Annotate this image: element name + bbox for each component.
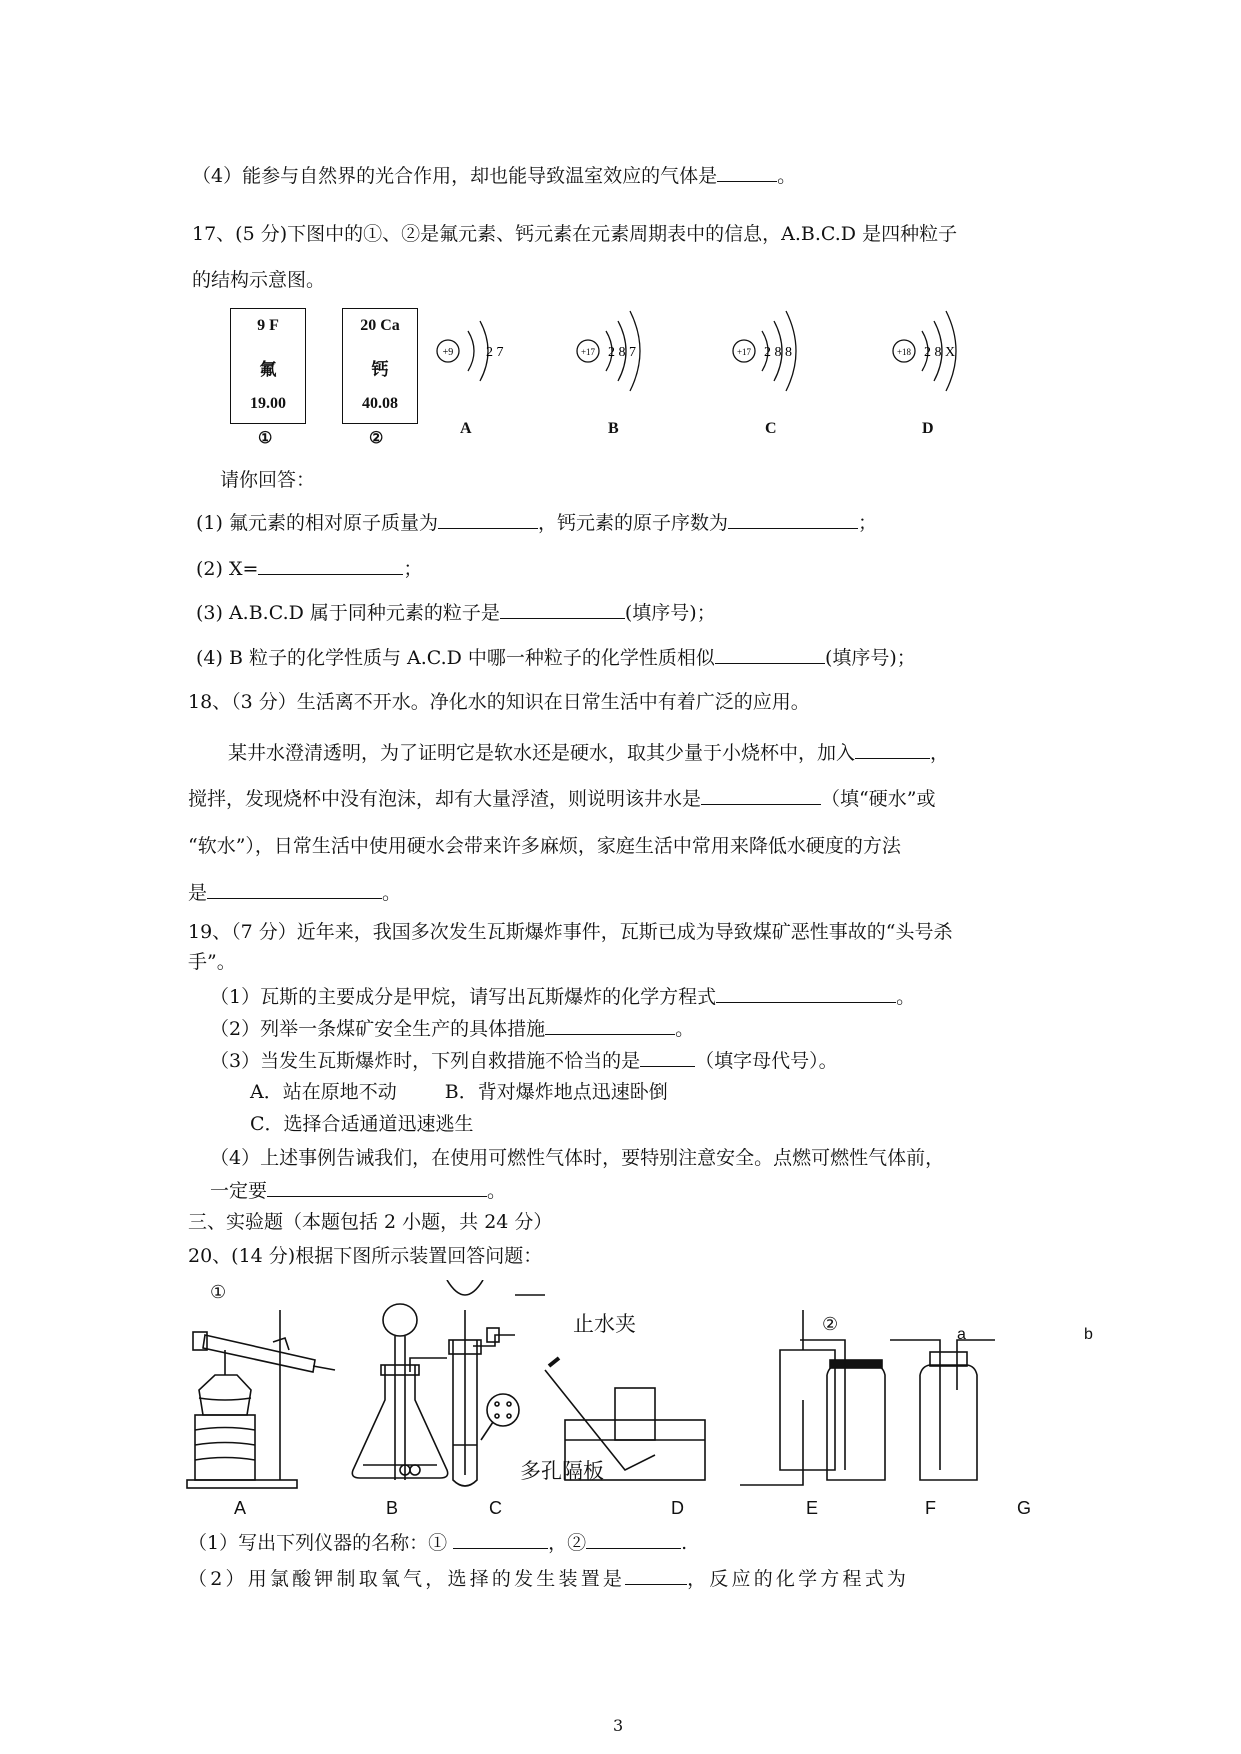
porous-plate-label: 多孔隔板	[520, 1460, 604, 1483]
apparatus-label-e: E	[806, 1498, 819, 1518]
apparatus-label-f: F	[925, 1498, 936, 1518]
apparatus-figure	[185, 1280, 1125, 1500]
element-label-2: ②	[369, 430, 384, 447]
apparatus-b	[352, 1304, 447, 1480]
atomic-mass-blank[interactable]	[438, 510, 538, 529]
safety-measure-blank[interactable]	[545, 1016, 675, 1035]
q20-part2: （2）用氯酸钾制取氧气，选择的发生装置是 ，反应的化学方程式为	[188, 1568, 910, 1590]
particle-label-c: C	[765, 420, 777, 437]
q19-part2: （2）列举一条煤矿安全生产的具体措施 。	[210, 1018, 695, 1040]
apparatus-a	[187, 1310, 335, 1488]
q18-line3: “软水”），日常生活中使用硬水会带来许多麻烦，家庭生活中常用来降低水硬度的方法	[188, 835, 901, 857]
q17-part1: (1) 氟元素的相对原子质量为 ，钙元素的原子序数为 ；	[196, 512, 877, 534]
nucleus-charge: +17	[580, 347, 596, 357]
particle-a-diagram	[437, 321, 504, 381]
q19-title: 19、（7 分）近年来，我国多次发生瓦斯爆炸事件，瓦斯已成为导致煤矿恶性事故的“头号杀	[188, 921, 953, 943]
circle-label-1: ①	[210, 1282, 227, 1302]
q19-part1: （1）瓦斯的主要成分是甲烷，请写出瓦斯爆炸的化学方程式 。	[210, 986, 916, 1008]
generator-blank[interactable]	[625, 1566, 687, 1585]
q20-part1: （1）写出下列仪器的名称：① ，② .	[188, 1532, 688, 1554]
option-b: B．背对爆炸地点迅速卧倒	[444, 1081, 668, 1103]
q17-title-cont: 的结构示意图。	[192, 269, 326, 291]
electron-config: 2 8 8	[764, 345, 792, 360]
particle-label-d: D	[922, 420, 934, 437]
water-type-blank[interactable]	[701, 786, 821, 805]
x-value-blank[interactable]	[258, 556, 403, 575]
q19-part4-cont: 一定要 。	[210, 1180, 507, 1202]
apparatus-label-c: C	[489, 1498, 502, 1518]
electron-config: 2 8 X	[924, 345, 956, 360]
port-a-label: a	[957, 1326, 966, 1343]
instrument2-blank[interactable]	[586, 1530, 681, 1549]
q16-answer-blank[interactable]	[717, 163, 777, 182]
apparatus-label-g: G	[1017, 1498, 1032, 1518]
atomic-number-blank[interactable]	[728, 510, 858, 529]
nucleus-charge: +18	[896, 347, 912, 357]
instrument1-blank[interactable]	[453, 1530, 548, 1549]
q17-part2: (2) X= ；	[196, 558, 423, 580]
apparatus-label-a: A	[234, 1498, 247, 1518]
atomic-number: 20 Ca	[360, 317, 400, 334]
q18-line1: 某井水澄清透明，为了证明它是软水还是硬水，取其少量于小烧杯中，加入 ，	[228, 742, 950, 764]
same-element-blank[interactable]	[500, 600, 625, 619]
particle-diagrams	[430, 296, 990, 406]
apparatus-f	[800, 1340, 885, 1480]
equation-blank[interactable]	[716, 984, 896, 1003]
particle-c-diagram	[733, 311, 796, 391]
q18-line2: 搅拌，发现烧杯中没有泡沫，却有大量浮渣，则说明该井水是 （填“硬水”或	[188, 788, 936, 810]
particle-b-diagram	[577, 311, 640, 391]
apparatus-g	[890, 1340, 995, 1480]
precaution-blank[interactable]	[267, 1178, 487, 1197]
atomic-mass: 40.08	[362, 395, 398, 412]
q16-part4: （4）能参与自然界的光合作用，却也能导致温室效应的气体是 。	[192, 165, 797, 187]
clamp-label: 止水夹	[573, 1313, 636, 1336]
circle-label-2: ②	[822, 1314, 839, 1334]
option-c: C．选择合适通道迅速逃生	[250, 1113, 474, 1135]
q19-part3: （3）当发生瓦斯爆炸时，下列自救措施不恰当的是 （填字母代号）。	[210, 1050, 838, 1072]
particle-label-a: A	[460, 420, 472, 437]
q20-title: 20、(14 分)根据下图所示装置回答问题：	[188, 1245, 543, 1267]
atomic-mass: 19.00	[250, 395, 286, 412]
electron-config: 2 7	[486, 345, 504, 360]
q18-title: 18、（3 分）生活离不开水。净化水的知识在日常生活中有着广泛的应用。	[188, 691, 810, 713]
element-card-calcium	[342, 308, 418, 424]
apparatus-e	[740, 1310, 835, 1485]
port-b-label: b	[1084, 1326, 1093, 1343]
q17-title: 17、(5 分)下图中的①、②是氟元素、钙元素在元素周期表中的信息，A.B.C.D 是四种粒子	[192, 223, 958, 245]
section-title: 三、实验题（本题包括 2 小题，共 24 分）	[188, 1211, 553, 1233]
element-name: 钙	[371, 360, 389, 379]
nucleus-charge: +9	[442, 347, 454, 358]
apparatus-label-d: D	[671, 1498, 684, 1518]
page-number: 3	[613, 1716, 624, 1735]
q17-prompt: 请你回答：	[220, 469, 316, 491]
element-name: 氟	[259, 360, 277, 379]
q19-options-ab	[250, 1080, 668, 1104]
q17-part4: (4) B 粒子的化学性质与 A.C.D 中哪一种粒子的化学性质相似 (填序号)；	[196, 647, 916, 669]
q19-part4: （4）上述事例告诫我们，在使用可燃性气体时，要特别注意安全。点燃可燃性气体前，	[210, 1147, 945, 1169]
nucleus-charge: +17	[736, 347, 752, 357]
choice-blank[interactable]	[640, 1048, 695, 1067]
reagent-blank[interactable]	[855, 740, 930, 759]
soften-method-blank[interactable]	[207, 880, 382, 899]
apparatus-label-b: B	[386, 1498, 399, 1518]
option-a: A．站在原地不动	[250, 1081, 397, 1103]
particle-d-diagram	[893, 311, 956, 391]
q17-part3: (3) A.B.C.D 属于同种元素的粒子是 (填序号)；	[196, 602, 716, 624]
particle-label-b: B	[608, 420, 619, 437]
element-label-1: ①	[258, 430, 273, 447]
q18-line4: 是 。	[188, 882, 402, 904]
atomic-number: 9 F	[257, 317, 279, 334]
q19-title-cont: 手”。	[188, 951, 236, 973]
similar-property-blank[interactable]	[715, 645, 825, 664]
element-card-fluorine	[230, 308, 306, 424]
electron-config: 2 8 7	[608, 345, 636, 360]
